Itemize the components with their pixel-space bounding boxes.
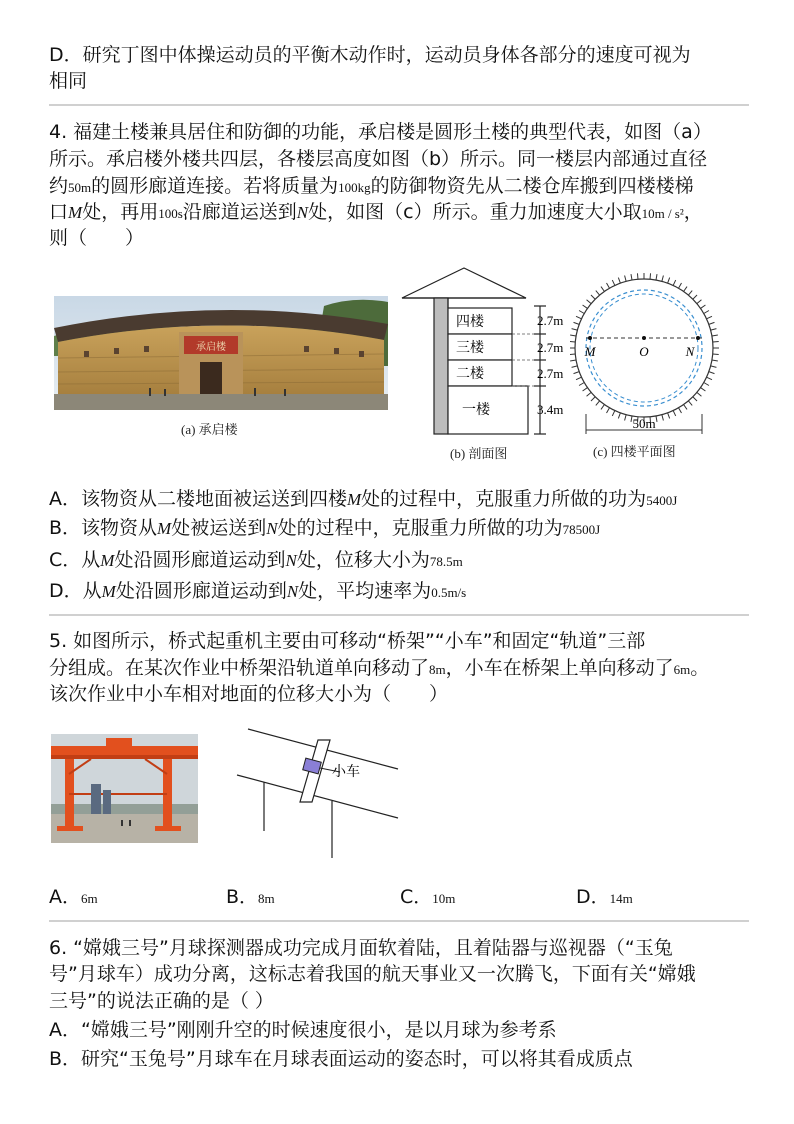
plan-ring-tick — [601, 287, 604, 292]
plan-ring-tick — [679, 283, 682, 288]
floor-label-3: 三楼 — [456, 340, 484, 356]
separator — [49, 920, 749, 922]
height-label-3: 2.7m — [537, 340, 564, 355]
figure-b-caption: (b) 剖面图 — [450, 446, 508, 461]
plan-ring-tick — [713, 341, 719, 342]
plan-ring-tick — [612, 280, 615, 285]
plan-ring-tick — [668, 413, 670, 419]
q5-choice-c: C．10m — [400, 886, 456, 908]
plan-ring-tick — [570, 354, 575, 355]
floor-plan-diagram — [570, 264, 720, 444]
tulou-photo — [54, 296, 388, 410]
q3-option-d-line1: D．研究丁图中体操运动员的平衡木动作时，运动员身体各部分的速度可视为 — [49, 44, 691, 66]
plan-ring-tick — [684, 405, 687, 410]
plan-ring-tick — [707, 316, 712, 319]
plan-ring-tick — [570, 335, 576, 336]
plan-ring-tick — [637, 273, 638, 279]
q4-option-c: C．从M处沿圆形廊道运动到N处，位移大小为78.5m — [49, 549, 463, 571]
plan-ring-tick — [650, 273, 651, 279]
plan-ring-tick — [688, 401, 692, 406]
plan-ring-tick — [679, 408, 682, 413]
plan-ring-tick — [688, 291, 692, 296]
separator — [49, 104, 749, 106]
figure-a-caption: (a) 承启楼 — [181, 422, 238, 437]
tulou-plaque: 承启楼 — [196, 342, 226, 353]
figure-c-caption: (c) 四楼平面图 — [593, 444, 676, 459]
plan-ring-tick — [579, 383, 584, 386]
q5-choice-d: D．14m — [576, 886, 633, 908]
plan-ring-tick — [668, 278, 670, 284]
q6-stem-line3: 三号”的说法正确的是（ ） — [49, 990, 274, 1012]
trolley-label: 小车 — [332, 764, 360, 780]
plan-ring-tick — [591, 295, 595, 299]
q5-stem-line3: 该次作业中小车相对地面的位移大小为（ ） — [49, 683, 449, 705]
q5-stem-line1: 5. 如图所示，桥式起重机主要由可移动“桥架”“小车”和固定“轨道”三部 — [49, 630, 646, 652]
plan-ring-tick — [574, 372, 580, 374]
plan-ring-tick — [583, 305, 588, 308]
crane-photo — [51, 734, 198, 843]
q4-option-b: B．该物资从M处被运送到N处的过程中，克服重力所做的功为78500J — [49, 517, 601, 539]
plan-ring-tick — [656, 416, 657, 422]
plan-ring-tick — [713, 354, 719, 355]
q5-stem-line2: 分组成。在某次作业中桥架沿轨道单向移动了8m，小车在桥架上单向移动了6m。 — [49, 657, 710, 679]
crane-diagram — [232, 726, 402, 862]
plan-ring-tick — [625, 415, 627, 421]
q6-option-b: B．研究“玉兔号”月球车在月球表面运动的姿态时，可以将其看成质点 — [49, 1048, 633, 1070]
plan-ring-tick — [704, 383, 709, 386]
plan-ring-tick — [576, 377, 581, 380]
plan-ring-tick — [572, 329, 578, 331]
plan-ring-tick — [631, 274, 632, 280]
q5-choice-b: B．8m — [226, 886, 275, 908]
plan-ring-tick — [656, 274, 657, 280]
plan-ring-tick — [693, 397, 697, 401]
plan-ring-tick — [673, 411, 676, 416]
plan-ring-tick — [693, 295, 697, 299]
plan-ring-tick — [673, 280, 676, 285]
plan-ring-tick — [662, 415, 664, 421]
plan-ring-tick — [709, 322, 715, 324]
plan-label-o: O — [639, 344, 649, 359]
plan-ring-tick — [707, 377, 712, 380]
plan-ring-tick — [596, 291, 600, 296]
q4-option-a: A．该物资从二楼地面被运送到四楼M处的过程中，克服重力所做的功为5400J — [49, 488, 678, 510]
plan-ring-tick — [583, 388, 588, 391]
plan-ring-tick — [601, 405, 604, 410]
plan-ring-tick — [587, 392, 592, 396]
plan-ring-tick — [701, 388, 706, 391]
q4-stem-line3: 约50m的圆形廊道连接。若将质量为100kg的防御物资先从二楼仓库搬到四楼楼梯 — [49, 175, 694, 197]
q4-stem-line2: 所示。承启楼外楼共四层，各楼层高度如图（b）所示。同一楼层内部通过直径 — [49, 148, 708, 170]
height-label-1: 3.4m — [537, 402, 564, 417]
plan-ring-tick — [579, 311, 584, 314]
plan-ring-tick — [711, 366, 717, 368]
plan-ring-tick — [712, 335, 718, 336]
q6-stem-line1: 6. “嫦娥三号”月球探测器成功完成月面软着陆，且着陆器与巡视器（“玉兔 — [49, 937, 673, 959]
height-label-4: 2.7m — [537, 313, 564, 328]
plan-ring-tick — [711, 329, 717, 331]
plan-ring-tick — [618, 413, 620, 419]
plan-ring-tick — [607, 283, 610, 288]
q4-stem-line1: 4. 福建土楼兼具居住和防御的功能，承启楼是圆形土楼的典型代表，如图（a） — [49, 121, 712, 143]
plan-ring-tick — [712, 360, 718, 361]
plan-ring-tick — [574, 322, 580, 324]
plan-label-n: N — [685, 344, 695, 359]
plan-ring-tick — [684, 287, 687, 292]
height-label-2: 2.7m — [537, 366, 564, 381]
floor-label-1: 一楼 — [462, 402, 490, 418]
plan-ring-tick — [607, 408, 610, 413]
q4-stem-line4: 口M处，再用100s沿廊道运送到N处，如图（c）所示。重力加速度大小取10m / s²， — [49, 201, 703, 223]
plan-ring-tick — [591, 397, 595, 401]
q6-stem-line2: 号”月球车）成功分离，这标志着我国的航天事业又一次腾飞，下面有关“嫦娥 — [49, 963, 696, 985]
plan-ring-tick — [625, 276, 627, 282]
floor-label-4: 四楼 — [456, 314, 484, 330]
plan-diameter-label: 50m — [632, 416, 656, 431]
q6-option-a: A．“嫦娥三号”刚刚升空的时候速度很小，是以月球为参考系 — [49, 1019, 557, 1041]
plan-ring-tick — [709, 372, 715, 374]
separator — [49, 614, 749, 616]
plan-ring-tick — [570, 341, 575, 342]
plan-ring-tick — [704, 311, 709, 314]
plan-ring-tick — [570, 360, 576, 361]
plan-ring-tick — [701, 305, 706, 308]
plan-ring-tick — [697, 300, 702, 304]
q5-choice-a: A．6m — [49, 886, 98, 908]
plan-ring-tick — [662, 276, 664, 282]
plan-ring-tick — [576, 316, 581, 319]
plan-ring-tick — [587, 300, 592, 304]
plan-ring-tick — [596, 401, 600, 406]
plan-ring-tick — [572, 366, 578, 368]
q4-stem-line5: 则（ ） — [49, 227, 145, 249]
q4-option-d: D．从M处沿圆形廊道运动到N处，平均速率为0.5m/s — [49, 580, 467, 602]
plan-ring-tick — [697, 392, 702, 396]
q3-option-d-line2: 相同 — [49, 70, 88, 92]
section-diagram — [400, 262, 580, 462]
plan-ring-tick — [618, 278, 620, 284]
floor-label-2: 二楼 — [456, 366, 484, 382]
plan-ring-tick — [612, 411, 615, 416]
plan-label-m: M — [584, 344, 596, 359]
